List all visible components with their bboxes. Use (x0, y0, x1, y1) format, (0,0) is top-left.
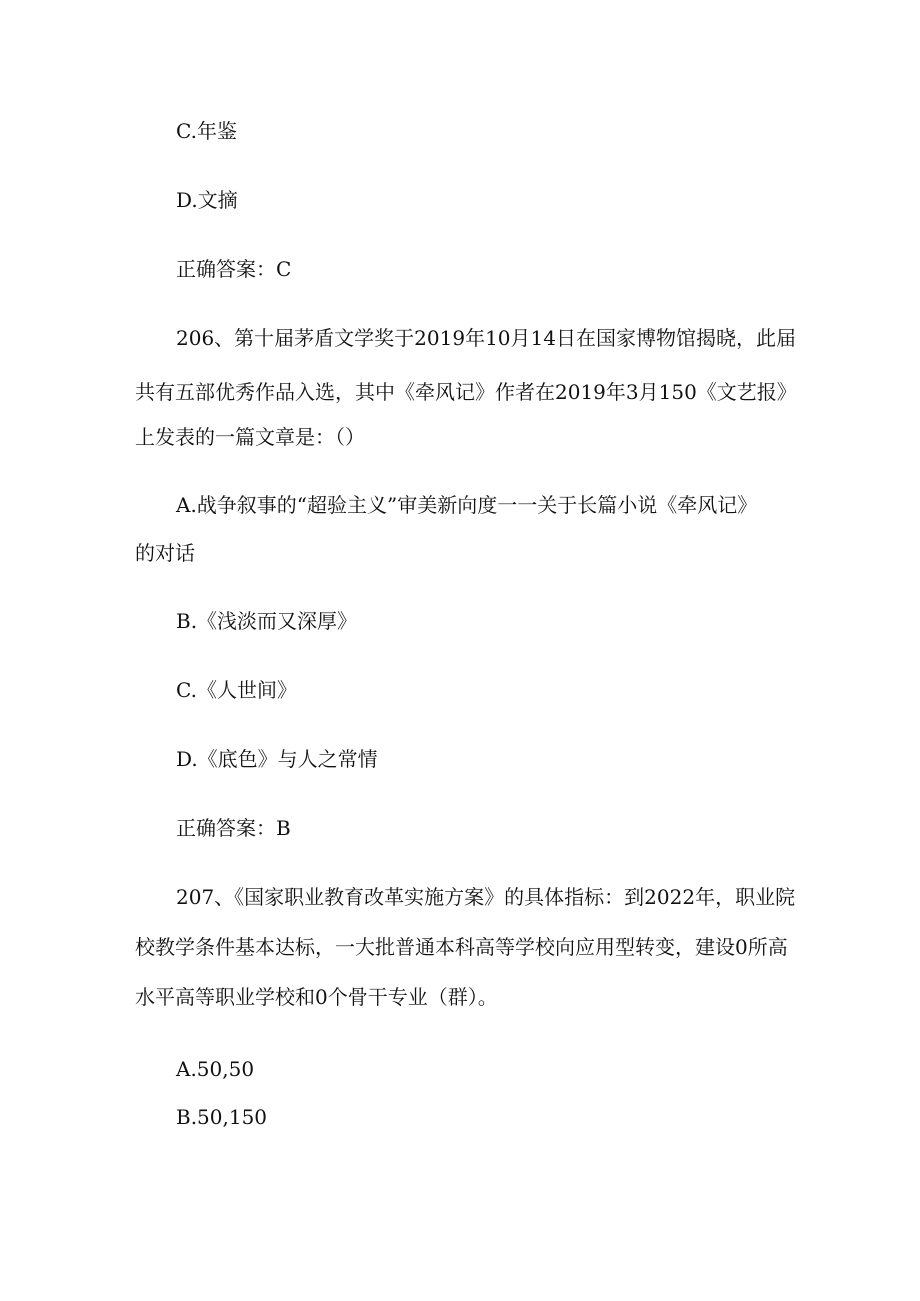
option-c: C.年鉴 (176, 119, 237, 143)
correct-answer: 正确答案：C (176, 257, 292, 281)
option-d: D.《底色》与人之常情 (176, 747, 378, 771)
option-d: D.文摘 (176, 188, 238, 212)
option-c: C.《人世间》 (176, 678, 297, 702)
option-a-line: A.战争叙事的“超验主义”审美新向度一一关于长篇小说《牵风记》 (176, 493, 758, 517)
question-stem-line: 水平高等职业学校和0个骨干专业（群）。 (135, 985, 498, 1009)
correct-answer: 正确答案：B (176, 816, 291, 840)
option-b: B.50,150 (176, 1105, 268, 1129)
question-stem-line: 上发表的一篇文章是：（） (135, 425, 365, 449)
option-b: B.《浅淡而又深厚》 (176, 609, 358, 633)
question-stem-line: 206、第十届茅盾文学奖于2019年10月14日在国家博物馆揭晓，此届 (176, 326, 796, 350)
question-stem-line: 校教学条件基本达标，一大批普通本科高等学校向应用型转变，建设0所高 (135, 935, 788, 959)
option-a-line: 的对话 (135, 541, 195, 565)
option-a: A.50,50 (176, 1057, 255, 1081)
question-stem-line: 207、《国家职业教育改革实施方案》的具体指标：到2022年，职业院 (176, 885, 796, 909)
question-stem-line: 共有五部优秀作品入选，其中《牵风记》作者在2019年3月150《文艺报》 (135, 380, 797, 404)
